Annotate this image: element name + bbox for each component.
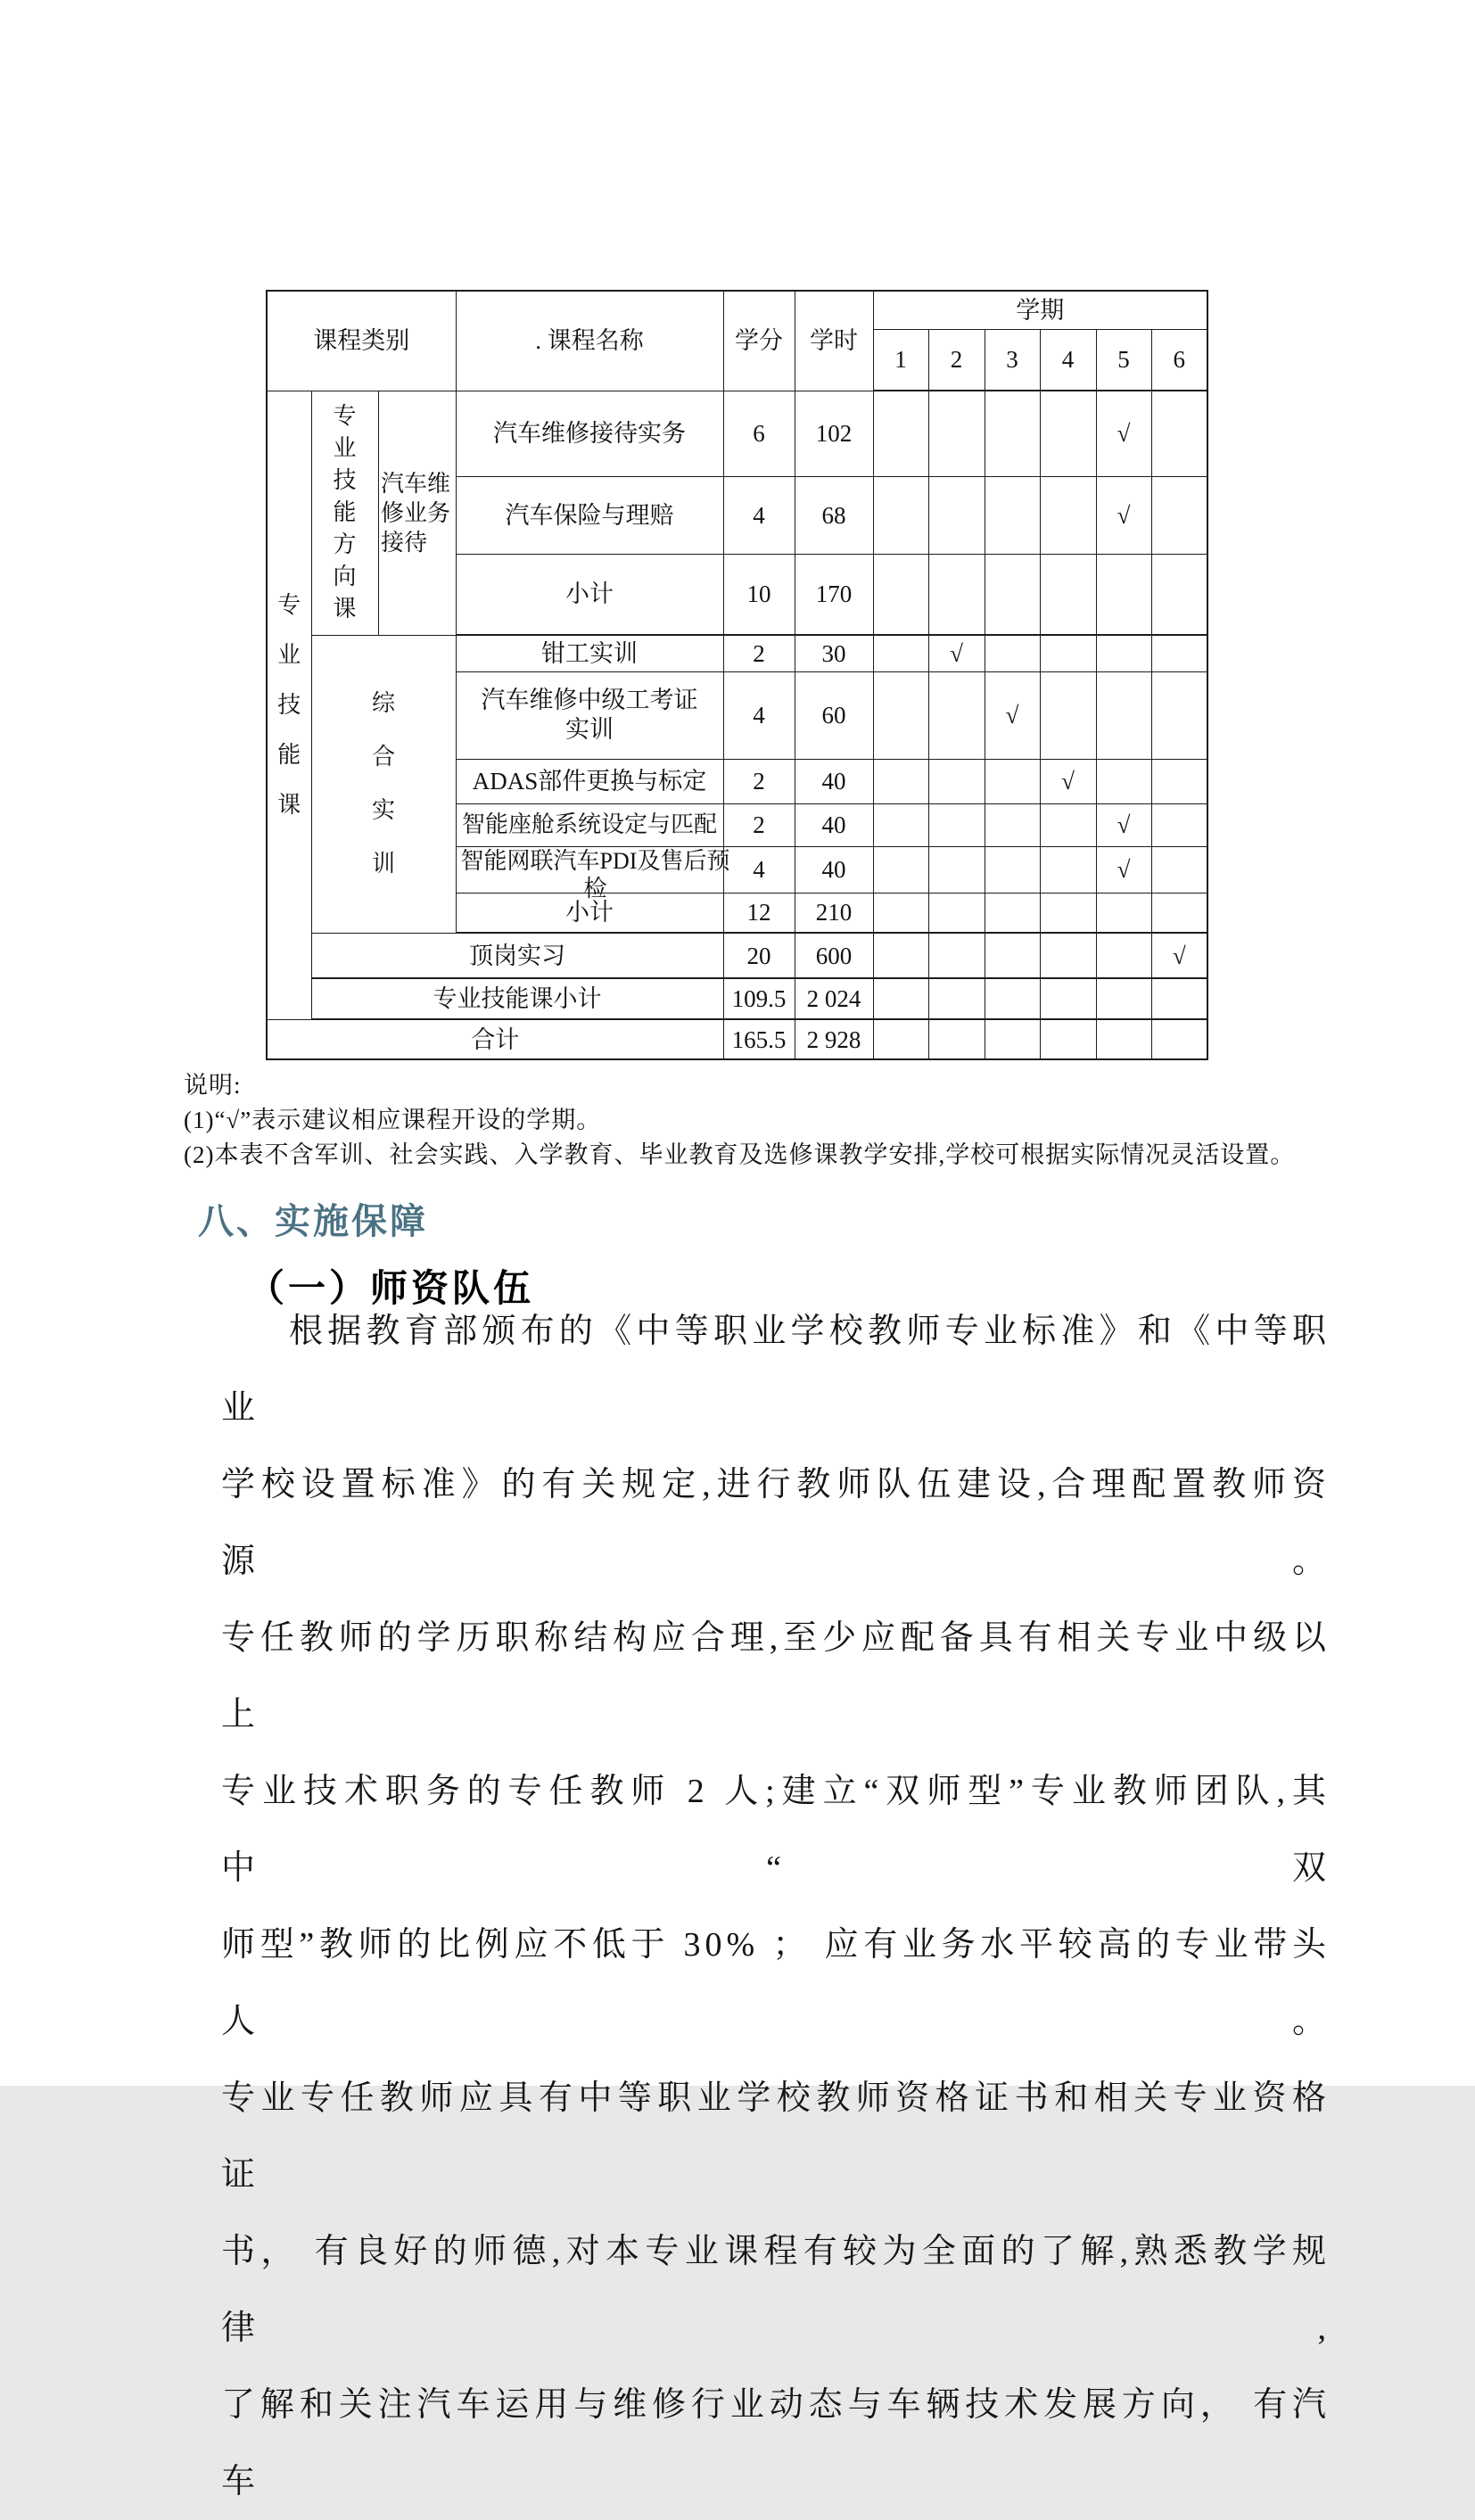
- sem-cell: [928, 554, 985, 635]
- side-training: 综合实训: [311, 635, 456, 933]
- credits-cell: 2: [723, 803, 795, 846]
- paragraph-line: 专任教师的学历职称结构应合理,至少应配备具有相关专业中级以上: [221, 1619, 1331, 1734]
- sem-cell: [1096, 635, 1151, 671]
- sem-cell: [1151, 554, 1207, 635]
- course-name-cell: 汽车维修中级工考证实训: [456, 671, 723, 759]
- note-item: (1)“√”表示建议相应课程开设的学期。: [184, 1107, 602, 1133]
- paragraph-line: 根据教育部颁布的《中等职业学校教师专业标准》和《中等职业: [221, 1313, 1331, 1427]
- course-name-cell: ADAS部件更换与标定: [456, 759, 723, 803]
- sem-cell: [873, 671, 928, 759]
- note-item: (2)本表不含军训、社会实践、入学教育、毕业教育及选修课教学安排,学校可根据实际情况灵活设置。: [184, 1141, 1296, 1168]
- sem-cell: [1040, 391, 1096, 476]
- sem-cell: [1040, 554, 1096, 635]
- sem-cell: [985, 1019, 1040, 1059]
- grand-total-cell: 合计: [267, 1019, 723, 1059]
- credits-cell: 12: [723, 893, 795, 933]
- hours-cell: 68: [795, 476, 873, 554]
- sem-check-cell: √: [1096, 846, 1151, 893]
- sem-cell: [873, 391, 928, 476]
- credits-cell: 2: [723, 635, 795, 671]
- sem-cell: [1096, 671, 1151, 759]
- header-sem-6: 6: [1151, 329, 1207, 391]
- sem-check-cell: √: [1040, 759, 1096, 803]
- credits-cell: 4: [723, 846, 795, 893]
- sem-cell: [1040, 803, 1096, 846]
- header-sem-3: 3: [985, 329, 1040, 391]
- credits-cell: 165.5: [723, 1019, 795, 1059]
- header-semester: 学期: [873, 291, 1207, 329]
- credits-cell: 2: [723, 759, 795, 803]
- sem-check-cell: √: [928, 635, 985, 671]
- sem-cell: [985, 391, 1040, 476]
- sem-cell: [1151, 978, 1207, 1019]
- sem-cell: [985, 846, 1040, 893]
- hours-cell: 2 928: [795, 1019, 873, 1059]
- hours-cell: 2 024: [795, 978, 873, 1019]
- sem-cell: [1096, 933, 1151, 978]
- sem-cell: [928, 803, 985, 846]
- table-row: [267, 933, 1207, 978]
- header-category: 课程类别: [267, 291, 456, 391]
- sem-cell: [873, 759, 928, 803]
- subtotal-label-cell: 小计: [456, 893, 723, 933]
- sem-check-cell: √: [1151, 933, 1207, 978]
- header-sem-5: 5: [1096, 329, 1151, 391]
- subtotal-label-cell: 小计: [456, 554, 723, 635]
- sem-cell: [1096, 978, 1151, 1019]
- paragraph-line: 书， 有良好的师德,对本专业课程有较为全面的了解,熟悉教学规律,: [221, 2233, 1331, 2347]
- section-heading: 八、实施保障: [198, 1202, 428, 1241]
- credits-cell: 20: [723, 933, 795, 978]
- curriculum-table: [266, 290, 1208, 1060]
- sem-cell: [873, 476, 928, 554]
- table-row: [267, 635, 1207, 671]
- hours-cell: 30: [795, 635, 873, 671]
- sem-cell: [1151, 671, 1207, 759]
- hours-cell: 40: [795, 846, 873, 893]
- header-sem-4: 4: [1040, 329, 1096, 391]
- hours-cell: 170: [795, 554, 873, 635]
- credits-cell: 6: [723, 391, 795, 476]
- header-course-name: . 课程名称: [456, 291, 723, 391]
- side-reception: 汽车维修业务接待: [378, 391, 456, 635]
- sem-cell: [1151, 759, 1207, 803]
- paragraph-line: 师型”教师的比例应不低于 30% ； 应有业务水平较高的专业带头人。: [221, 1926, 1331, 2040]
- sem-cell: [985, 554, 1040, 635]
- sem-cell: [928, 893, 985, 933]
- hours-cell: 60: [795, 671, 873, 759]
- sem-cell: [1040, 476, 1096, 554]
- sem-cell: [1040, 671, 1096, 759]
- credits-cell: 109.5: [723, 978, 795, 1019]
- sem-cell: [873, 893, 928, 933]
- sem-check-cell: √: [1096, 476, 1151, 554]
- header-credits: 学分: [723, 291, 795, 391]
- side-skill-course: 专业技能课: [267, 391, 311, 1019]
- course-name-cell: 汽车保险与理赔: [456, 476, 723, 554]
- sem-cell: [1151, 803, 1207, 846]
- skill-subtotal-cell: 专业技能课小计: [311, 978, 723, 1019]
- credits-cell: 4: [723, 671, 795, 759]
- sem-cell: [873, 846, 928, 893]
- sem-cell: [1151, 893, 1207, 933]
- sem-cell: [1151, 846, 1207, 893]
- paragraph-line: 专业专任教师应具有中等职业学校教师资格证书和相关专业资格证: [221, 2079, 1331, 2194]
- sem-cell: [1040, 635, 1096, 671]
- body-paragraph: [221, 1293, 1331, 2520]
- credits-cell: 10: [723, 554, 795, 635]
- sem-cell: [1040, 978, 1096, 1019]
- sem-cell: [1151, 391, 1207, 476]
- sem-cell: [985, 803, 1040, 846]
- sem-cell: [985, 635, 1040, 671]
- sem-check-cell: √: [1096, 803, 1151, 846]
- sem-cell: [1040, 846, 1096, 893]
- sem-cell: [985, 893, 1040, 933]
- header-sem-1: 1: [873, 329, 928, 391]
- sem-cell: [873, 554, 928, 635]
- header-hours: 学时: [795, 291, 873, 391]
- sem-cell: [1151, 1019, 1207, 1059]
- credits-cell: 4: [723, 476, 795, 554]
- sem-cell: [985, 978, 1040, 1019]
- header-sem-2: 2: [928, 329, 985, 391]
- sem-cell: [873, 803, 928, 846]
- sem-cell: [928, 846, 985, 893]
- sem-cell: [1040, 1019, 1096, 1059]
- course-name-cell: 顶岗实习: [311, 933, 723, 978]
- hours-cell: 600: [795, 933, 873, 978]
- table-notes: [184, 1068, 1361, 1173]
- sem-cell: [1096, 893, 1151, 933]
- hours-cell: 40: [795, 803, 873, 846]
- table-row: [267, 978, 1207, 1019]
- sem-check-cell: √: [1096, 391, 1151, 476]
- course-name-cell: 智能网联汽车PDI及售后预检: [456, 846, 723, 893]
- table-header-row: [267, 291, 1207, 329]
- sem-cell: [985, 759, 1040, 803]
- sem-cell: [985, 476, 1040, 554]
- sem-cell: [873, 933, 928, 978]
- hours-cell: 40: [795, 759, 873, 803]
- sem-cell: [1096, 759, 1151, 803]
- sem-cell: [873, 978, 928, 1019]
- sem-cell: [928, 978, 985, 1019]
- course-name-cell: 智能座舱系统设定与匹配: [456, 803, 723, 846]
- side-skill-direction: 专业技能方向课: [311, 391, 378, 635]
- hours-cell: 210: [795, 893, 873, 933]
- sem-cell: [1040, 933, 1096, 978]
- sem-cell: [1096, 554, 1151, 635]
- paragraph-line: 了解和关注汽车运用与维修行业动态与车辆技术发展方向， 有汽车: [221, 2386, 1331, 2500]
- sem-cell: [928, 476, 985, 554]
- table-row: [267, 391, 1207, 476]
- sem-check-cell: √: [985, 671, 1040, 759]
- sem-cell: [1096, 1019, 1151, 1059]
- course-name-cell: 钳工实训: [456, 635, 723, 671]
- sem-cell: [928, 933, 985, 978]
- sem-cell: [873, 1019, 928, 1059]
- sem-cell: [873, 635, 928, 671]
- sem-cell: [1151, 635, 1207, 671]
- sem-cell: [1040, 893, 1096, 933]
- paragraph-line: 专业技术职务的专任教师 2 人;建立“双师型”专业教师团队,其中“双: [221, 1773, 1331, 1887]
- sem-cell: [928, 391, 985, 476]
- sem-cell: [928, 1019, 985, 1059]
- table-row: [267, 1019, 1207, 1059]
- section-subheading: （一）师资队伍: [247, 1269, 535, 1310]
- hours-cell: 102: [795, 391, 873, 476]
- notes-title: 说明:: [184, 1072, 242, 1099]
- paragraph-line: 学校设置标准》的有关规定,进行教师队伍建设,合理配置教师资源。: [221, 1466, 1331, 1580]
- sem-cell: [928, 759, 985, 803]
- course-name-cell: 汽车维修接待实务: [456, 391, 723, 476]
- sem-cell: [928, 671, 985, 759]
- sem-cell: [1151, 476, 1207, 554]
- sem-cell: [985, 933, 1040, 978]
